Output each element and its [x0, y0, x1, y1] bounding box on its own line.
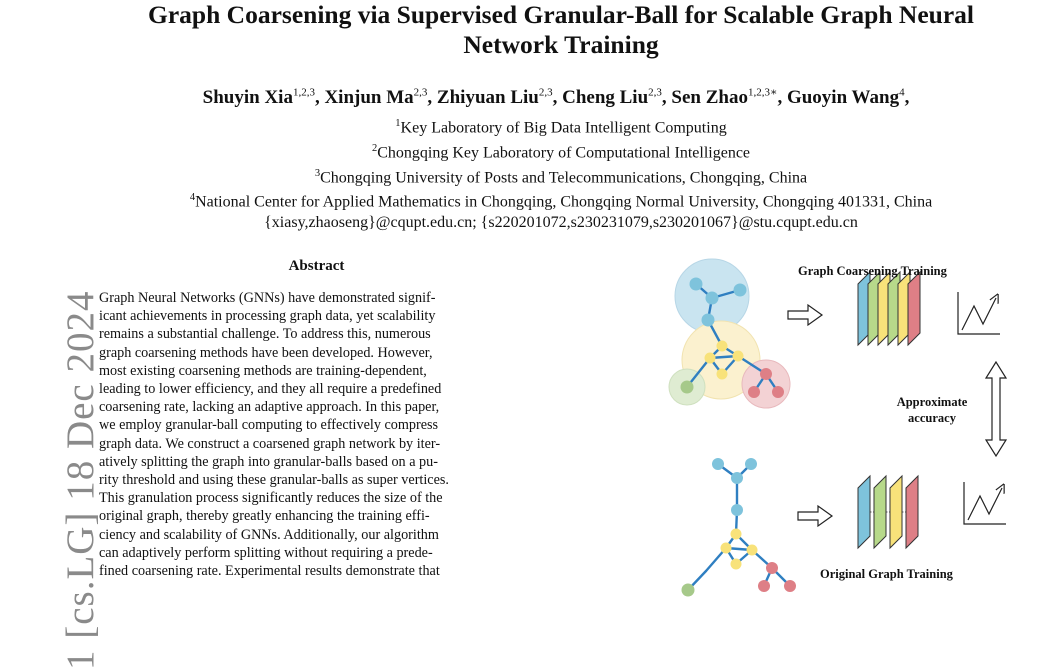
label-graph-coarsening-training: Graph Coarsening Training	[798, 264, 947, 278]
author-affiliation-mark: 4	[899, 87, 905, 99]
author-affiliation-mark: 1,2,3∗	[747, 87, 778, 99]
original-graph	[682, 458, 797, 597]
affiliation-block	[70, 114, 1052, 234]
author-list	[60, 86, 1052, 109]
author-affiliation-mark: 1,2,3	[292, 87, 315, 99]
author-separator: ,	[777, 87, 787, 109]
abstract-heading: Abstract	[288, 258, 345, 274]
author-name: Xinjun Ma	[324, 87, 414, 109]
affiliation-text: Chongqing University of Posts and Telecommunications, Chongqing, China	[320, 168, 808, 186]
label-accuracy: accuracy	[908, 411, 956, 425]
affiliation-text: Chongqing Key Laboratory of Computational Intelligence	[377, 144, 751, 162]
figure-canvas	[640, 226, 1052, 619]
author-separator: ,	[314, 87, 325, 109]
email-line: {xiasy,zhaoseng}@cqupt.edu.cn; {s220201072,s230231079,s230201067}@stu.cqupt.edu.cn	[264, 214, 858, 232]
coarsened-accuracy-curve-icon	[958, 292, 1000, 334]
author-name: Shuyin Xia	[202, 87, 293, 109]
author-affiliation-mark: 2,3	[648, 87, 662, 99]
coarsened-gnn-layers-icon	[858, 272, 920, 345]
paper-title-line-1: Graph Coarsening via Supervised Granular-Ball for Scalable Graph Neural	[148, 0, 974, 29]
abstract-line: most existing coarsening methods are training-dependent,	[99, 362, 427, 379]
author-separator: ,	[427, 87, 437, 109]
affiliation-text: National Center for Applied Mathematics in Chongqing, Chongqing Normal University, Chongqing 401331, China	[195, 193, 933, 211]
abstract-line: graph data. We construct a coarsened graph network by iter-	[99, 435, 441, 452]
bottom-right-arrow-icon	[798, 506, 832, 526]
abstract-line: we employ granular-ball computing to effectively compress	[99, 417, 439, 434]
abstract-line: atively splitting the graph into granular-balls based on a pu-	[99, 453, 438, 470]
abstract-line: remains a substantial challenge. To address this, numerous	[99, 326, 431, 343]
top-right-arrow-icon	[788, 305, 822, 325]
abstract-line: icant achievements in processing graph data, yet scalability	[99, 308, 436, 325]
author-name: Zhiyuan Liu	[436, 87, 539, 109]
abstract-line: coarsening rate, lacking an adaptive approach. In this paper,	[99, 399, 440, 416]
author-separator: ,	[552, 87, 563, 109]
author-name: Sen Zhao	[671, 87, 748, 109]
abstract-line: fined coarsening rate. Experimental results demonstrate that	[99, 563, 440, 580]
arxiv-identifier-stamp	[0, 226, 102, 670]
abstract-line: graph coarsening methods have been developed. However,	[99, 344, 433, 361]
author-separator: ,	[661, 87, 672, 109]
author	[437, 87, 562, 108]
author-affiliation-mark: 2,3	[413, 87, 428, 99]
abstract-line: rity threshold and using these granular-balls as super vertices.	[99, 472, 449, 489]
approximate-accuracy-arrow-icon	[986, 362, 1006, 456]
author	[203, 87, 325, 108]
author-affiliation-mark: 2,3	[538, 87, 553, 99]
abstract-line: ciency and scalability of GNNs. Additionally, our algorithm	[99, 526, 439, 543]
coarsened-graph	[669, 259, 790, 408]
affiliation-line	[70, 139, 1052, 164]
affiliation-mark: 4	[189, 192, 196, 204]
paper-title-line-2: Network Training	[463, 30, 659, 59]
abstract-line: original graph, thereby greatly enhancing the training effi-	[99, 508, 430, 525]
abstract-line: This granulation process significantly reduces the size of the	[99, 490, 443, 507]
affiliation-mark: 3	[314, 167, 321, 179]
label-original-graph-training: Original Graph Training	[820, 567, 953, 581]
paper-title	[70, 0, 1052, 60]
affiliation-line	[70, 188, 1052, 213]
affiliation-line	[70, 114, 1052, 139]
affiliation-mark: 2	[371, 142, 378, 154]
author	[787, 87, 909, 108]
abstract-body	[99, 289, 534, 580]
method-overview-figure	[640, 226, 1052, 619]
arxiv-identifier-text: 1 [cs.LG] 18 Dec 2024	[59, 290, 102, 670]
abstract-line: Graph Neural Networks (GNNs) have demonstrated signif-	[99, 290, 436, 306]
label-approximate: Approximate	[896, 395, 968, 409]
original-gnn-layers-icon	[858, 476, 918, 548]
granular-ball-red	[742, 360, 790, 408]
author	[671, 87, 787, 108]
author-name: Guoyin Wang	[786, 87, 900, 109]
affiliation-line	[70, 164, 1052, 189]
author	[324, 87, 436, 108]
abstract-line: leading to lower efficiency, and they all require a predefined	[99, 381, 442, 398]
author-separator: ,	[904, 87, 910, 109]
author	[562, 87, 671, 108]
original-accuracy-curve-icon	[964, 482, 1006, 524]
affiliation-mark: 1	[395, 118, 401, 129]
author-name: Cheng Liu	[562, 87, 649, 109]
abstract-line: can adaptively perform splitting without requiring a prede-	[99, 544, 433, 561]
affiliation-text: Key Laboratory of Big Data Intelligent Computing	[400, 119, 727, 137]
